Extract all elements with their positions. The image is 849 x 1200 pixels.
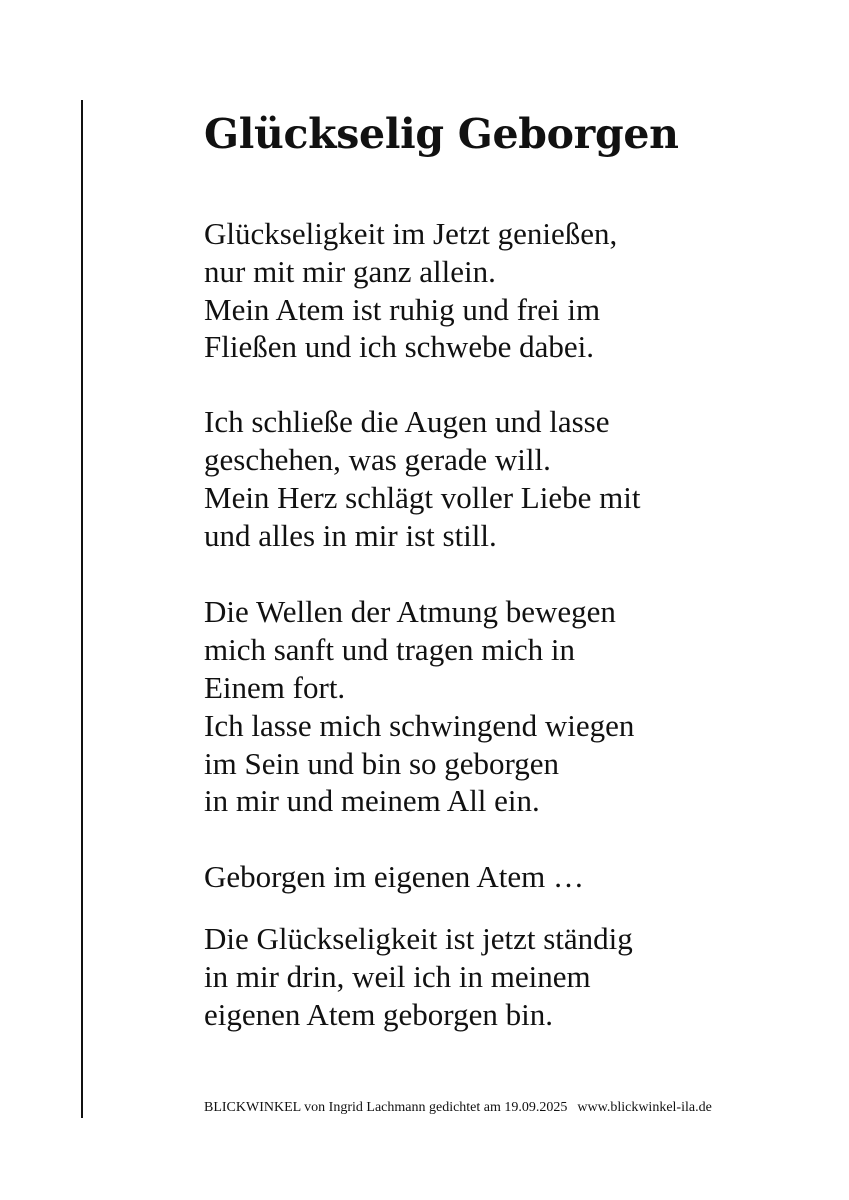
poem-line: Die Glückseligkeit ist jetzt ständig bbox=[204, 920, 633, 956]
margin-rule bbox=[81, 100, 83, 1118]
poem-line: nur mit mir ganz allein. bbox=[204, 253, 496, 289]
poem-line: Mein Atem ist ruhig und frei im bbox=[204, 291, 601, 327]
poem-line: mich sanft und tragen mich in bbox=[204, 632, 576, 668]
poem-line: im Sein und bin so geborgen bbox=[204, 745, 560, 781]
poem-body bbox=[204, 215, 824, 1033]
poem-line: Ich lasse mich schwingend wiegen bbox=[204, 707, 635, 743]
poem-line: in mir und meinem All ein. bbox=[204, 783, 540, 819]
poem-line: in mir drin, weil ich in meinem bbox=[204, 958, 591, 994]
poem-line: Glückseligkeit im Jetzt genießen, bbox=[204, 216, 618, 251]
poem-line: Ich schließe die Augen und lasse bbox=[204, 404, 610, 440]
poem-line: Geborgen im eigenen Atem … bbox=[204, 859, 584, 895]
stanza-5 bbox=[204, 920, 824, 1033]
poem-line: und alles in mir ist still. bbox=[204, 517, 497, 553]
stanza-2 bbox=[204, 403, 824, 554]
poem-line: geschehen, was gerade will. bbox=[204, 441, 551, 477]
poem-line: eigenen Atem geborgen bin. bbox=[204, 996, 553, 1032]
poem-line: Die Wellen der Atmung bewegen bbox=[204, 594, 616, 630]
page-footer bbox=[204, 1099, 712, 1117]
poem-line: Fließen und ich schwebe dabei. bbox=[204, 329, 594, 365]
poem-line: Mein Herz schlägt voller Liebe mit bbox=[204, 479, 641, 515]
stanza-3 bbox=[204, 593, 824, 820]
footer-url: www.blickwinkel-ila.de bbox=[577, 1100, 712, 1115]
poem-line: Einem fort. bbox=[204, 669, 346, 705]
poem-title: Glückselig Geborgen bbox=[204, 110, 679, 158]
stanza-4 bbox=[204, 858, 824, 896]
footer-credit: BLICKWINKEL von Ingrid Lachmann gedichtet am 19.09.2025 bbox=[204, 1100, 568, 1115]
stanza-1 bbox=[204, 215, 824, 366]
